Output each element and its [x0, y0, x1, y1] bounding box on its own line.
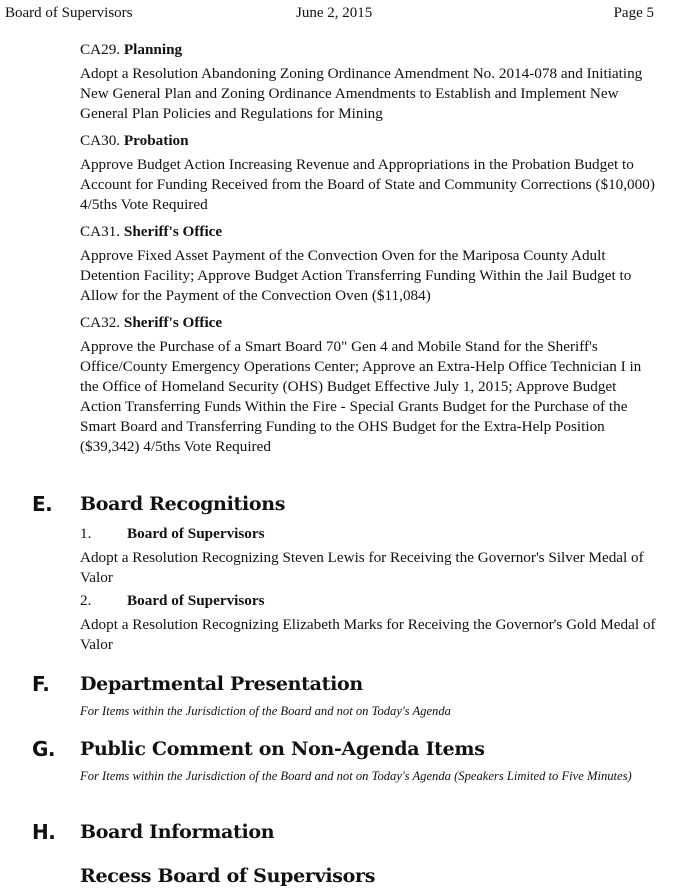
item-code: CA32. — [80, 314, 121, 331]
recognition-1-text: Adopt a Resolution Recognizing Steven Lewis for Receiving the Governor's Silver Medal of Valor — [80, 549, 644, 586]
consent-item-ca31-heading — [80, 222, 222, 242]
header-date: June 2, 2015 — [296, 5, 373, 21]
recognition-2-heading: Board of Supervisors — [127, 592, 265, 609]
section-h-title: Board Information — [80, 821, 275, 843]
item-code: CA31. — [80, 223, 121, 240]
section-e-title: Board Recognitions — [80, 493, 286, 515]
consent-item-ca29-text: Adopt a Resolution Abandoning Zoning Ordinance Amendment No. 2014-078 and Initiating New General Plan and Zoning Ordinance Amendments to Establish and Implement New General Plan Policies and Regulations for Mining — [80, 65, 643, 122]
recognition-2-number: 2. — [80, 592, 92, 609]
header-page-number: Page 5 — [613, 5, 654, 21]
recognition-2-text: Adopt a Resolution Recognizing Elizabeth Marks for Receiving the Governor's Gold Medal of Valor — [80, 616, 656, 653]
item-department: Sheriff's Office — [123, 314, 223, 331]
header-board-name: Board of Supervisors — [5, 5, 133, 21]
consent-item-ca31-text: Approve Fixed Asset Payment of the Convection Oven for the Mariposa County Adult Detention Facility; Approve Budget Action Transferring Funding Within the Jail Budget to Allow for the Payment of the Convection Oven ($11,084) — [80, 247, 632, 304]
item-department: Planning — [123, 41, 183, 58]
consent-item-ca32-heading — [80, 313, 222, 333]
section-h-letter: H. — [32, 820, 56, 844]
recognition-1-heading: Board of Supervisors — [127, 525, 265, 542]
consent-item-ca30-heading — [80, 131, 189, 151]
section-g-title: Public Comment on Non-Agenda Items — [80, 738, 485, 760]
recognition-1-number: 1. — [80, 525, 92, 542]
consent-item-ca32-text: Approve the Purchase of a Smart Board 70" Gen 4 and Mobile Stand for the Sheriff's Office/County Emergency Operations Center; Approve an Extra-Help Office Technician I in the Office of Homeland Security (OHS) Budget Effective July 1, 2015; Approve Budget Action Transferring Funds Within the Fire - Special Grants Budget for the Purchase of the Smart Board and Transferring Funding to the OHS Budget for the Extra-Help Position ($39,342) 4/5ths Vote Required — [80, 338, 642, 455]
recess-title: Recess Board of Supervisors — [80, 865, 376, 887]
item-department: Sheriff's Office — [123, 223, 223, 240]
consent-item-ca30-text: Approve Budget Action Increasing Revenue and Appropriations in the Probation Budget to Account for Funding Received from the Board of State and Community Corrections ($10,000) 4/5ths Vote Required — [80, 156, 655, 213]
item-department: Probation — [123, 132, 189, 149]
section-f-note: For Items within the Jurisdiction of the Board and not on Today's Agenda — [80, 704, 451, 718]
section-f-title: Departmental Presentation — [80, 673, 363, 695]
section-g-note: For Items within the Jurisdiction of the Board and not on Today's Agenda (Speakers Limited to Five Minutes) — [80, 769, 632, 783]
section-e-letter: E. — [32, 492, 53, 516]
section-g-letter: G. — [32, 737, 56, 761]
item-code: CA29. — [80, 41, 121, 58]
consent-item-ca29-heading — [80, 40, 182, 60]
section-f-letter: F. — [32, 672, 50, 696]
item-code: CA30. — [80, 132, 121, 149]
